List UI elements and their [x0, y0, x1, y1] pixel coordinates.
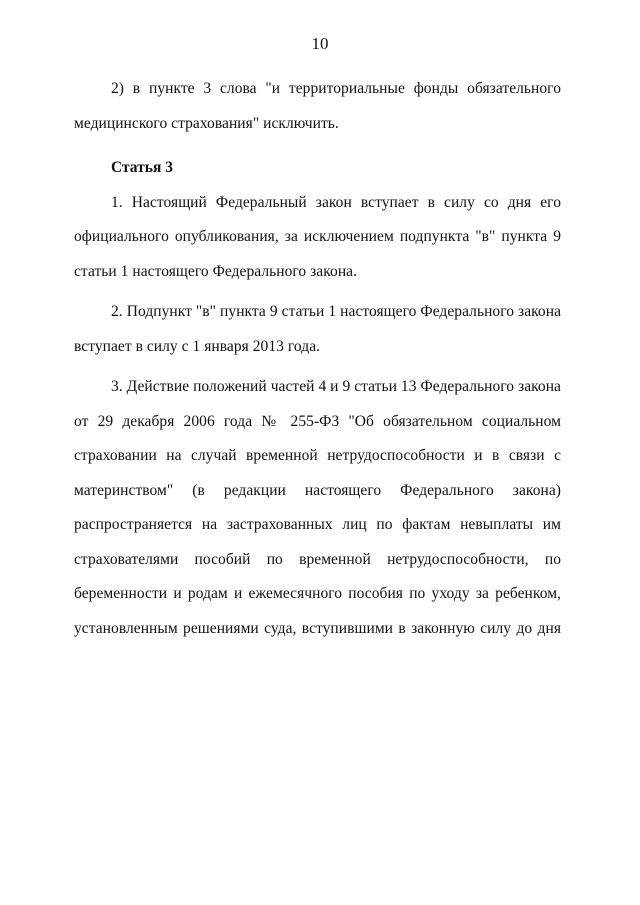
article-heading: Статья 3	[111, 159, 173, 176]
paragraph-article3-part3: 3. Действие положений частей 4 и 9 статьи 13 Федерального закона от 29 декабря 2006 года № 255-ФЗ "Об обязательном социальном страховании на случай временной нетрудоспособности и в связи с материнством" (в редакции настоящего Федерального закона) распространяется на застрахованных лиц по фактам невыплаты им страхователями пособий по временной нетрудоспособности, по беременности и родам и ежемесячного пособия по уходу за ребенком, установленным решениями суда, вступившими в законную силу до дня	[74, 378, 561, 637]
page-number: 10	[311, 34, 329, 53]
spacer	[74, 141, 561, 151]
paragraph-article3-part1: 1. Настоящий Федеральный закон вступает в силу со дня его официального опубликования, за исключением подпункта "в" пункта 9 статьи 1 настоящего Федерального закона.	[74, 193, 561, 280]
paragraph-item-2: 2) в пункте 3 слова "и территориальные фонды обязательного медицинского страхования" исключить.	[74, 80, 561, 132]
paragraph-article3-part2: 2. Подпункт "в" пункта 9 статьи 1 настоящего Федерального закона вступает в силу с 1 января 2013 года.	[74, 303, 561, 355]
document-body	[74, 72, 561, 646]
